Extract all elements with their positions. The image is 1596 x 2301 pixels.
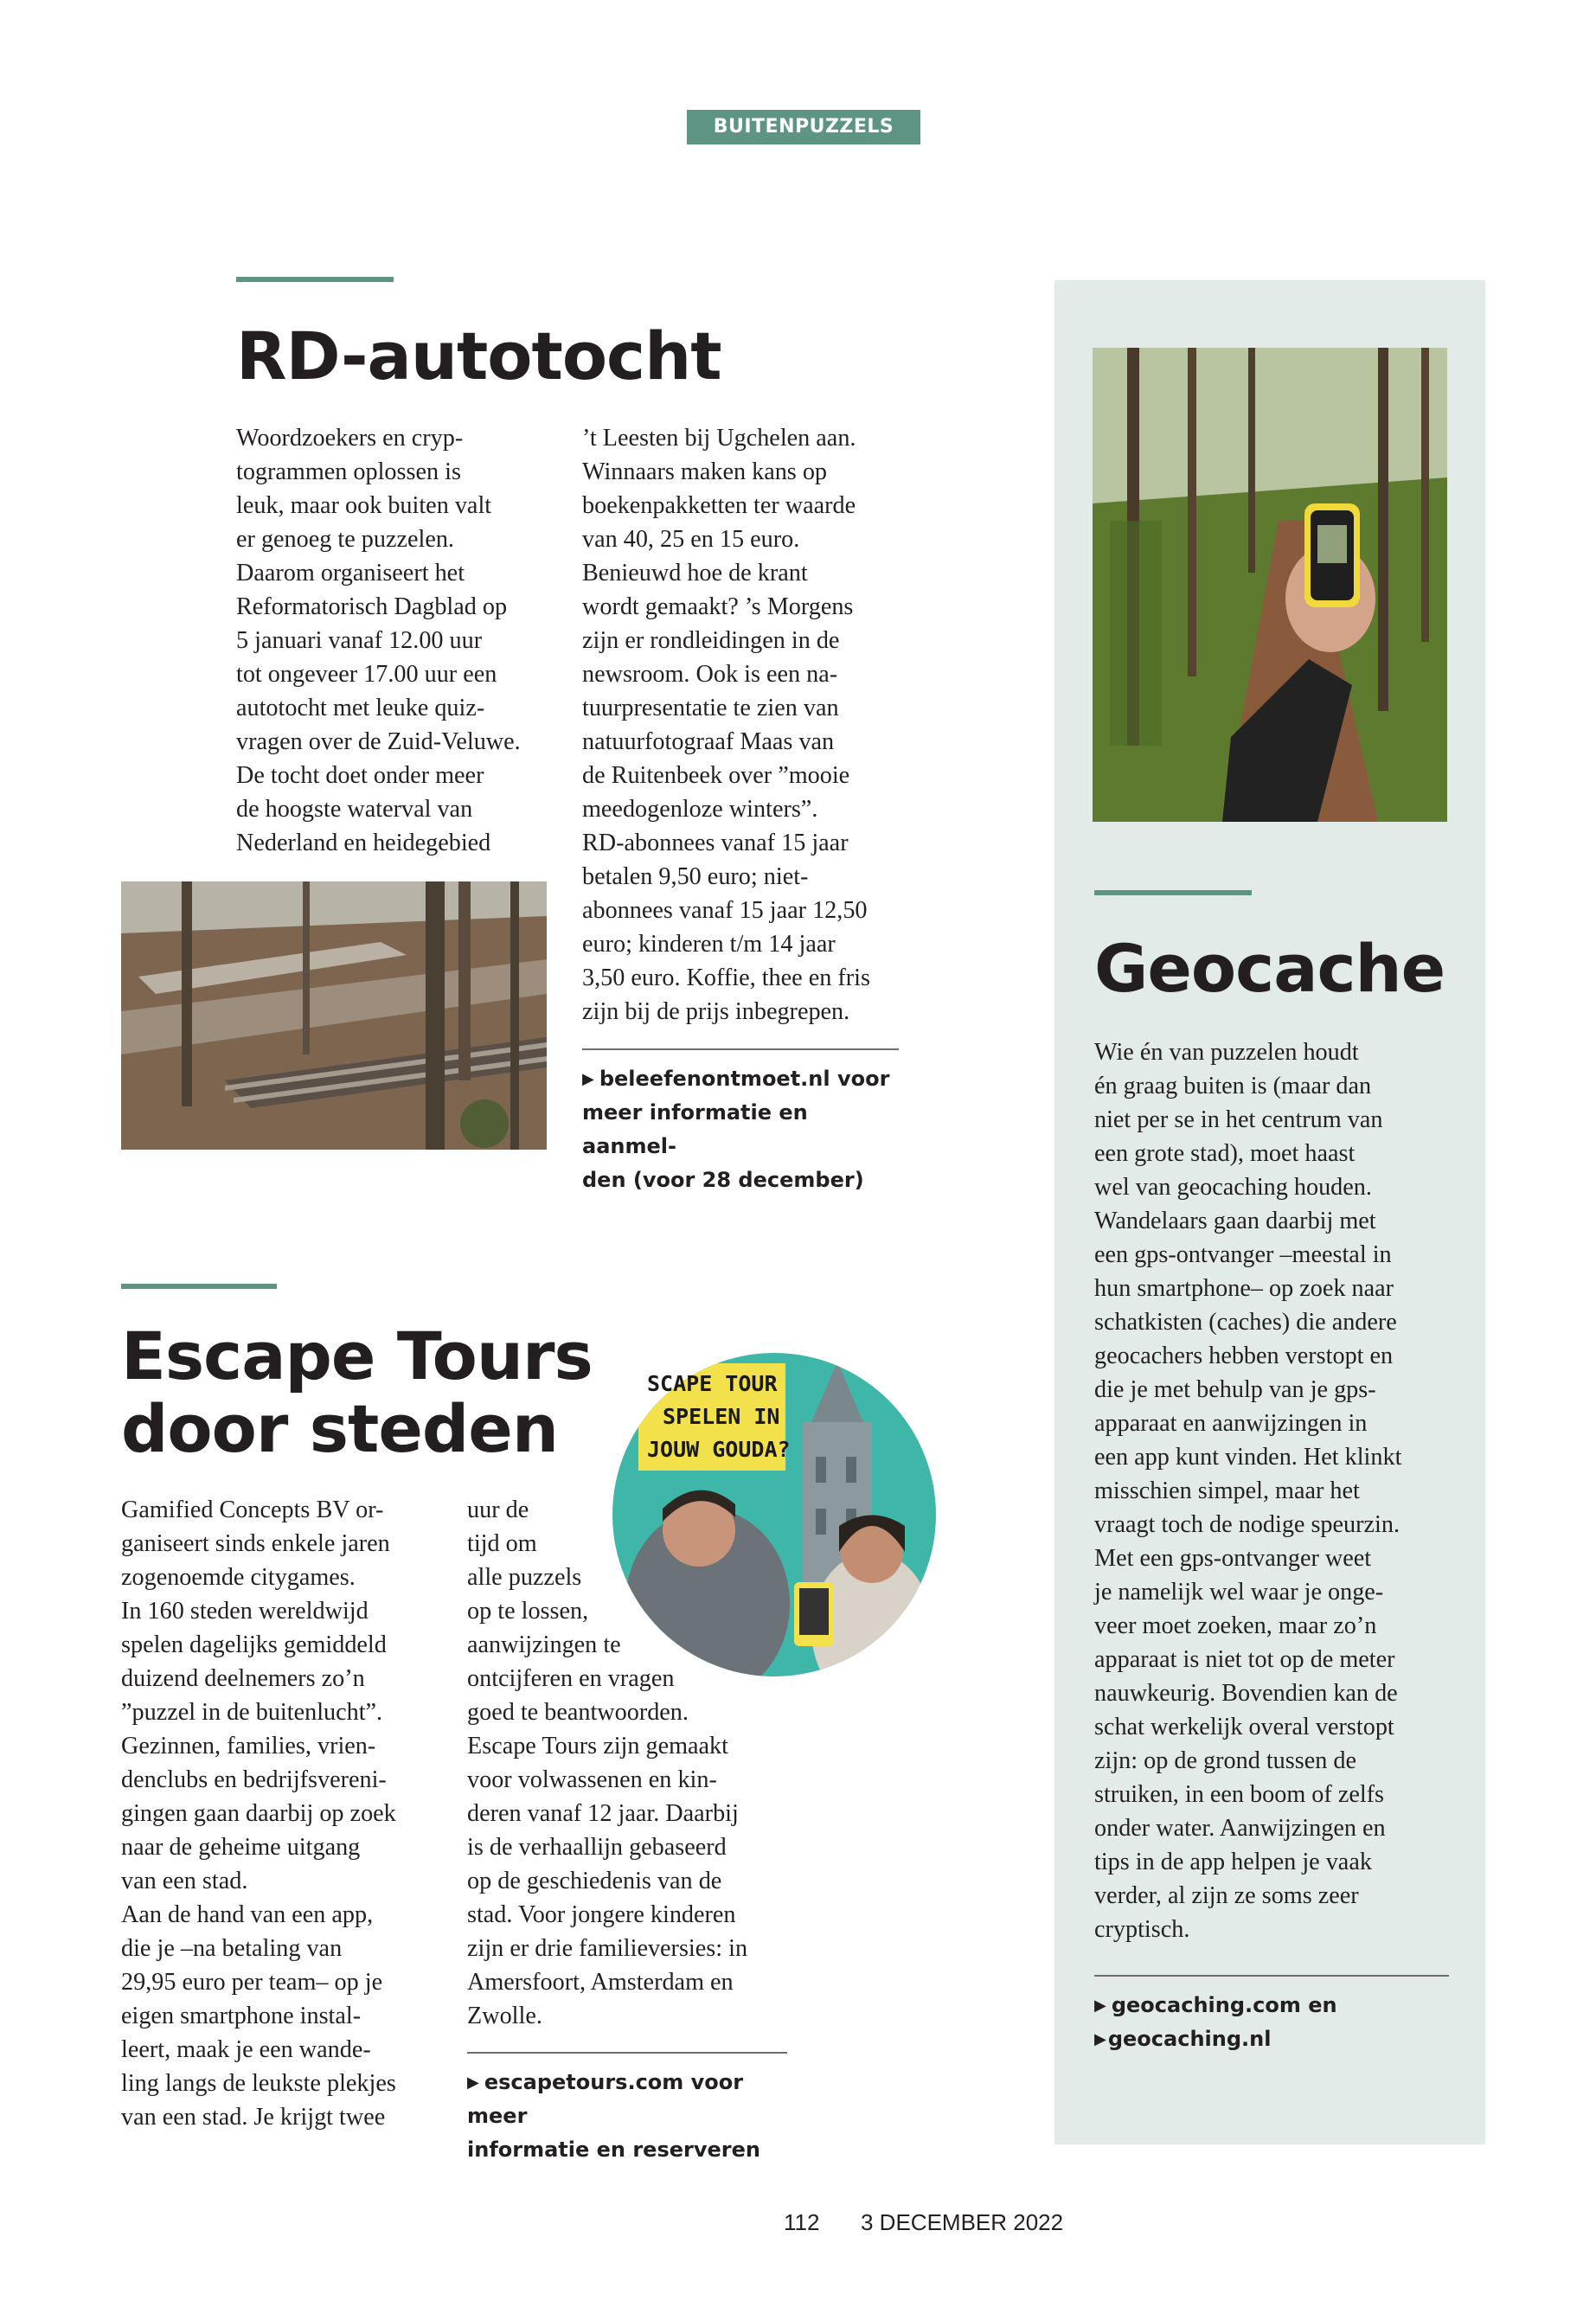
geocache-link-2[interactable]: ▶geocaching.nl: [1094, 2022, 1449, 2056]
autotocht-rule: [236, 277, 394, 282]
geocache-title: Geocache: [1094, 930, 1445, 1007]
escape-column-1: Gamified Concepts BV or- ganiseert sinds enkele jaren zogenoemde citygames. In 160 steden wereldwijd spelen dagelijks gemiddeld duizend deelnemers zo’n ”puzzel in de buitenlucht”. Gezinnen, families, vrien- denclubs en bedrijfsvereni- gingen gaan daarbij op zoek naar de geheime uitgang van een stad. Aan de hand van een app, die je –na betaling van 29,95 euro per team– op je eigen smartphone instal- leert, maak je een wande- ling langs de leukste plekjes van een stad. Je krijgt twee: [121, 1497, 396, 2131]
escape-title-line-2: door steden: [121, 1390, 558, 1467]
autotocht-column-2: ’t Leesten bij Ugchelen aan. Winnaars maken kans op boekenpakketten ter waarde van 40, 25 en 15 euro. Benieuwd hoe de krant wordt gemaakt? ’s Morgens zijn er rondleidingen in de newsroom. Ook is een na- tuurpresentatie te zien van natuurfotograaf Maas van de Ruitenbeek over ”mooie meedogenloze winters”. RD-abonnees vanaf 15 jaar betalen 9,50 euro; niet- abonnees vanaf 15 jaar 12,50 euro; kinderen t/m 14 jaar 3,50 euro. Koffie, thee en fris zijn bij de prijs inbegrepen.: [582, 425, 870, 1025]
escape-title-line-1: Escape Tours: [121, 1317, 593, 1394]
escape-info-box: [467, 2052, 787, 2167]
autotocht-title: RD-autotocht: [236, 317, 721, 394]
escape-info-text[interactable]: escapetours.com voor meer informatie en reserveren: [467, 2070, 760, 2162]
escape-column-2: uur de tijd om alle puzzels op te lossen, aanwijzingen te ontcijferen en vragen goed te beantwoorden. Escape Tours zijn gemaakt voor volwassenen en kin- deren vanaf 12 jaar. Daarbij is de verhaallijn gebaseerd op de geschiedenis van de stad. Voor jongere kinderen zijn er drie familieversies: in Amersfoort, Amsterdam en Zwolle.: [467, 1497, 748, 2029]
triangle-right-icon: ▶: [582, 1070, 594, 1088]
gps-forest-photo: [1093, 348, 1447, 822]
triangle-right-icon: ▶: [467, 2073, 479, 2092]
escape-title: [121, 1317, 593, 1467]
poster-line-3: JOUW GOUDA?: [647, 1437, 791, 1462]
issue-date: 3 DECEMBER 2022: [861, 2209, 1064, 2235]
waterfall-stairs-photo: [121, 881, 547, 1150]
autotocht-column-1: Woordzoekers en cryp- togrammen oplossen is leuk, maar ook buiten valt er genoeg te puzzelen. Daarom organiseert het Reformatorisch Dagblad op 5 januari vanaf 12.00 uur tot ongeveer 17.00 uur een autotocht met leuke quiz- vragen over de Zuid-Veluwe. De tocht doet onder meer de hoogste waterval van Nederland en heidegebied: [236, 425, 521, 856]
geocache-rule: [1094, 890, 1252, 895]
geocache-info-box: [1094, 1975, 1449, 2056]
geocache-body: Wie én van puzzelen houdt én graag buiten is (maar dan niet per se in het centrum van een grote stad), moet haast wel van geocaching houden. Wandelaars gaan daarbij met een gps-ontvanger –meestal in hun smartphone– op zoek naar schatkisten (caches) die andere geocachers hebben verstopt en die je met behulp van je gps- apparaat en aanwijzingen in een app kunt vinden. Het klinkt misschien simpel, maar het vraagt toch de nodige speurzin. Met een gps-ontvanger weet je namelijk wel waar je onge- veer moet zoeken, maar zo’n apparaat is niet tot op de meter nauwkeurig. Bovendien kan de schat werkelijk overal verstopt zijn: op de grond tussen de struiken, in een boom of zelfs onder water. Aanwijzingen en tips in de app helpen je vaak verder, al zijn ze soms zeer cryptisch.: [1094, 1039, 1402, 1943]
autotocht-info-text[interactable]: beleefenontmoet.nl voor meer informatie en aanmel- den (voor 28 december): [582, 1067, 890, 1192]
triangle-right-icon: ▶: [1094, 1997, 1106, 2015]
escape-rule: [121, 1284, 277, 1289]
section-tag: BUITENPUZZELS: [687, 110, 920, 144]
poster-line-2: SPELEN IN: [663, 1404, 780, 1429]
page-number: 112: [784, 2209, 820, 2235]
poster-line-1: SCAPE TOUR: [647, 1371, 778, 1396]
triangle-right-icon: ▶: [1094, 2030, 1106, 2048]
geocache-link-1[interactable]: ▶ geocaching.com en: [1094, 1989, 1449, 2022]
autotocht-info-box: [582, 1048, 899, 1197]
